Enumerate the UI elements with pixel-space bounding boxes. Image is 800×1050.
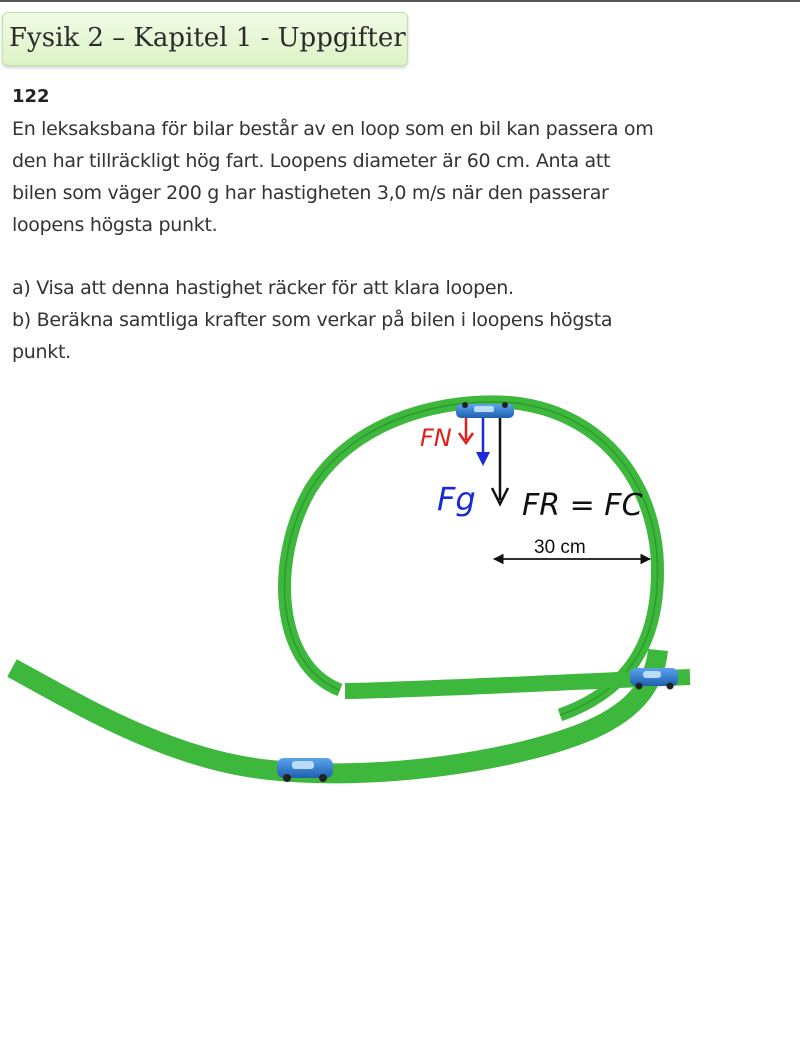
radius-label: 30 cm — [534, 537, 586, 558]
resultant-force-label: FR = FC — [522, 488, 643, 523]
problem-number: 122 — [12, 86, 50, 107]
problem-text-line: En leksaksbana för bilar består av en loop som en bil kan passera om — [12, 118, 654, 140]
page-title: Fysik 2 – Kapitel 1 - Uppgifter — [9, 23, 406, 53]
problem-text-line: loopens högsta punkt. — [12, 214, 218, 236]
page-header — [2, 12, 408, 66]
task-a-text: a) Visa att denna hastighet räcker för att klara loopen. — [12, 277, 514, 299]
task-b-text: b) Beräkna samtliga krafter som verkar på bilen i loopens högsta — [12, 309, 613, 331]
task-b-text-continued: punkt. — [12, 341, 71, 363]
problem-text-line: den har tillräckligt hög fart. Loopens diameter är 60 cm. Anta att — [12, 150, 611, 172]
resultant-force-arrow — [492, 418, 508, 504]
car-top-icon — [456, 402, 514, 418]
normal-force-label: FN — [420, 424, 452, 452]
problem-text-line: bilen som väger 200 g har hastigheten 3,0 m/s när den passerar — [12, 182, 609, 204]
normal-force-arrow — [459, 418, 473, 443]
gravity-force-arrow — [476, 418, 490, 466]
loop-track-figure — [0, 380, 800, 820]
gravity-force-label: Fg — [437, 480, 476, 518]
top-rule — [0, 0, 800, 2]
